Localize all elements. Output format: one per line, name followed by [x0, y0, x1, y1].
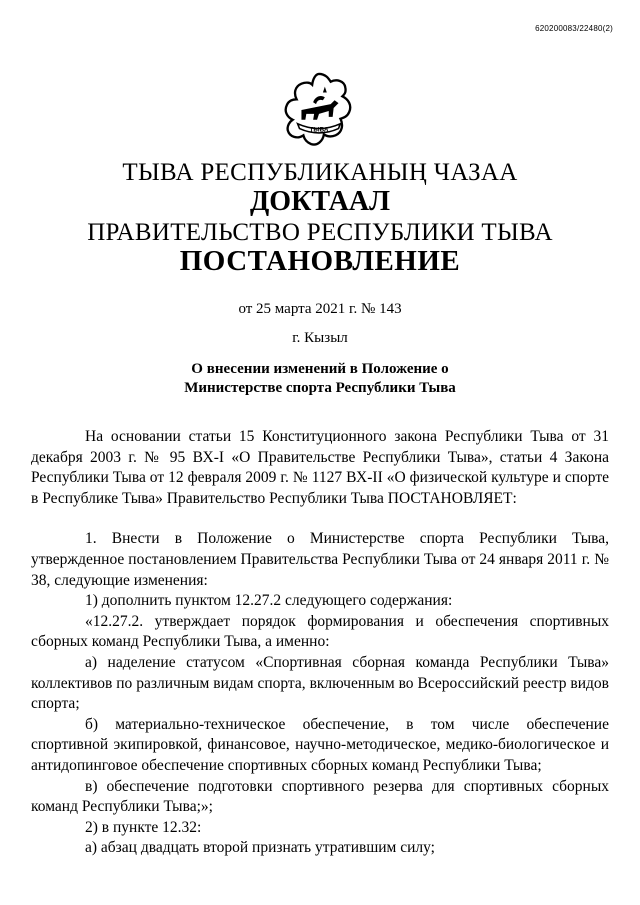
title-line-1: О внесении изменений в Положение о	[191, 361, 449, 377]
paragraph-letter-a: а) наделение статусом «Спортивная сборная команда Республики Тыва» коллективов по различным видам спорта, включенным во Всероссийский реестр видов спорта;	[31, 653, 609, 713]
document-title	[0, 360, 640, 398]
document-date: от 25 марта 2021 г. № 143	[238, 301, 402, 317]
header-government: ПРАВИТЕЛЬСТВО РЕСПУБЛИКИ ТЫВА	[87, 219, 553, 246]
header-doktaal: ДОКТААЛ	[250, 186, 390, 217]
paragraph-item-1: 1. Внести в Положение о Министерстве спорта Республики Тыва, утвержденное постановлением Правительства Республики Тыва от 24 января 2011 г. № 38, следующие изменения:	[31, 530, 609, 589]
paragraph-12-27-2: «12.27.2. утверждает порядок формирования и обеспечения спортивных сборных команд Республики Тыва, а именно:	[31, 612, 609, 651]
header-tuva-government: ТЫВА РЕСПУБЛИКАНЫҢ ЧАЗАА	[122, 159, 518, 186]
document-number: 620200083/22480(2)	[535, 24, 613, 33]
svg-text:ТЫВА: ТЫВА	[309, 126, 329, 134]
document-city: г. Кызыл	[292, 330, 348, 346]
header-postanovlenie: ПОСТАНОВЛЕНИЕ	[179, 245, 461, 277]
paragraph-letter-v: в) обеспечение подготовки спортивного резерва для спортивных сборных команд Республики Тыва;»;	[31, 777, 609, 816]
tuva-coat-of-arms-icon	[280, 71, 358, 149]
title-line-2: Министерстве спорта Республики Тыва	[184, 380, 456, 396]
paragraph-subitem-1: 1) дополнить пунктом 12.27.2 следующего содержания:	[85, 592, 453, 610]
paragraph-abzac: а) абзац двадцать второй признать утратившим силу;	[85, 839, 435, 857]
paragraph-subitem-2: 2) в пункте 12.32:	[85, 818, 202, 836]
preamble-paragraph: На основании статьи 15 Конституционного закона Республики Тыва от 31 декабря 2003 г. № 95 ВХ-I «О Правительстве Республики Тыва», статьи 4 Закона Республики Тыва от 12 февраля 2009 г. № 1127 ВХ-II «О физической культуре и спорте в Республике Тыва» Правительство Республики Тыва ПОСТАНОВЛЯЕТ:	[31, 428, 609, 507]
document-body	[31, 427, 609, 859]
paragraph-letter-b: б) материально-техническое обеспечение, в том числе обеспечение спортивной экипировкой, финансовое, научно-методическое, медико-биологическое и антидопинговое обеспечение спортивных сборных команд Республики Тыва;	[31, 715, 609, 774]
